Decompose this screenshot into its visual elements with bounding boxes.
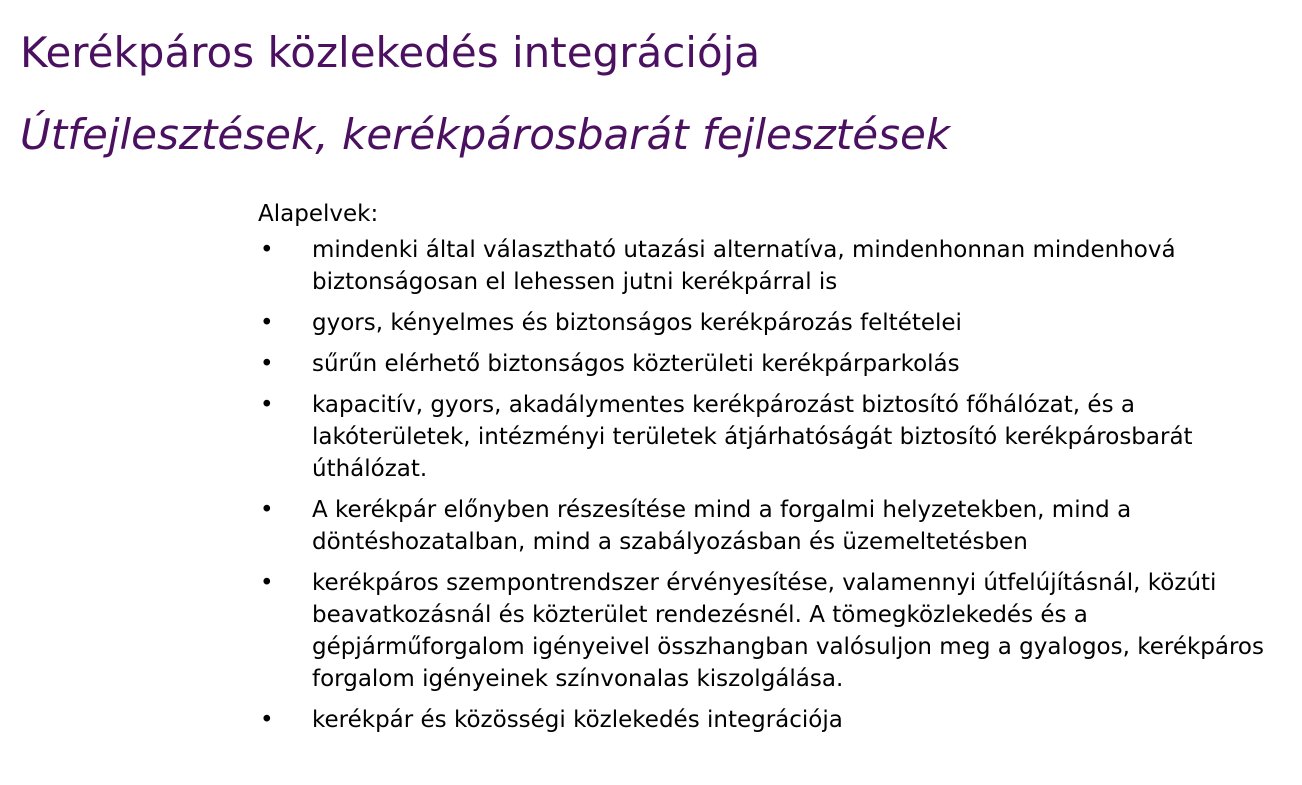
list-item-text: kerékpáros szempontrendszer érvényesítése, valamennyi útfelújításnál, közúti beavatkozásnál és közterület rendezésnél. A tömegközlekedés és a gépjárműforgalom igényeivel összhangban valósuljon meg a gyalogos, kerékpáros forgalom igényeinek színvonalas kiszolgálása. bbox=[312, 570, 1264, 692]
bullet-icon: • bbox=[260, 237, 274, 263]
list-item bbox=[258, 494, 1278, 558]
bullet-icon: • bbox=[260, 707, 274, 733]
principles-list bbox=[258, 234, 1278, 736]
list-item-text: kerékpár és közösségi közlekedés integrációja bbox=[312, 707, 843, 733]
list-item-text: sűrűn elérhető biztonságos közterületi kerékpárparkolás bbox=[312, 351, 960, 377]
list-item bbox=[258, 389, 1278, 485]
list-item-text: gyors, kényelmes és biztonságos kerékpározás feltételei bbox=[312, 310, 962, 336]
list-item bbox=[258, 567, 1278, 695]
slide-subtitle: Útfejlesztések, kerékpárosbarát fejlesztések bbox=[20, 110, 951, 159]
intro-label: Alapelvek: bbox=[258, 201, 379, 227]
list-item bbox=[258, 234, 1278, 298]
slide-content bbox=[258, 198, 1278, 745]
list-item-text: mindenki által választható utazási alternatíva, mindenhonnan mindenhová biztonságosan el lehessen jutni kerékpárral is bbox=[312, 237, 1176, 295]
bullet-icon: • bbox=[260, 497, 274, 523]
list-item bbox=[258, 348, 1278, 380]
bullet-icon: • bbox=[260, 570, 274, 596]
slide-title: Kerékpáros közlekedés integrációja bbox=[20, 28, 761, 77]
list-item-text: A kerékpár előnyben részesítése mind a forgalmi helyzetekben, mind a döntéshozatalban, mind a szabályozásban és üzemeltetésben bbox=[312, 497, 1132, 555]
bullet-icon: • bbox=[260, 351, 274, 377]
list-item bbox=[258, 307, 1278, 339]
list-item-text: kapacitív, gyors, akadálymentes kerékpározást biztosító főhálózat, és a lakóterületek, intézményi területek átjárhatóságát biztosító kerékpárosbarát úthálózat. bbox=[312, 392, 1193, 482]
bullet-icon: • bbox=[260, 392, 274, 418]
list-item bbox=[258, 704, 1278, 736]
bullet-icon: • bbox=[260, 310, 274, 336]
